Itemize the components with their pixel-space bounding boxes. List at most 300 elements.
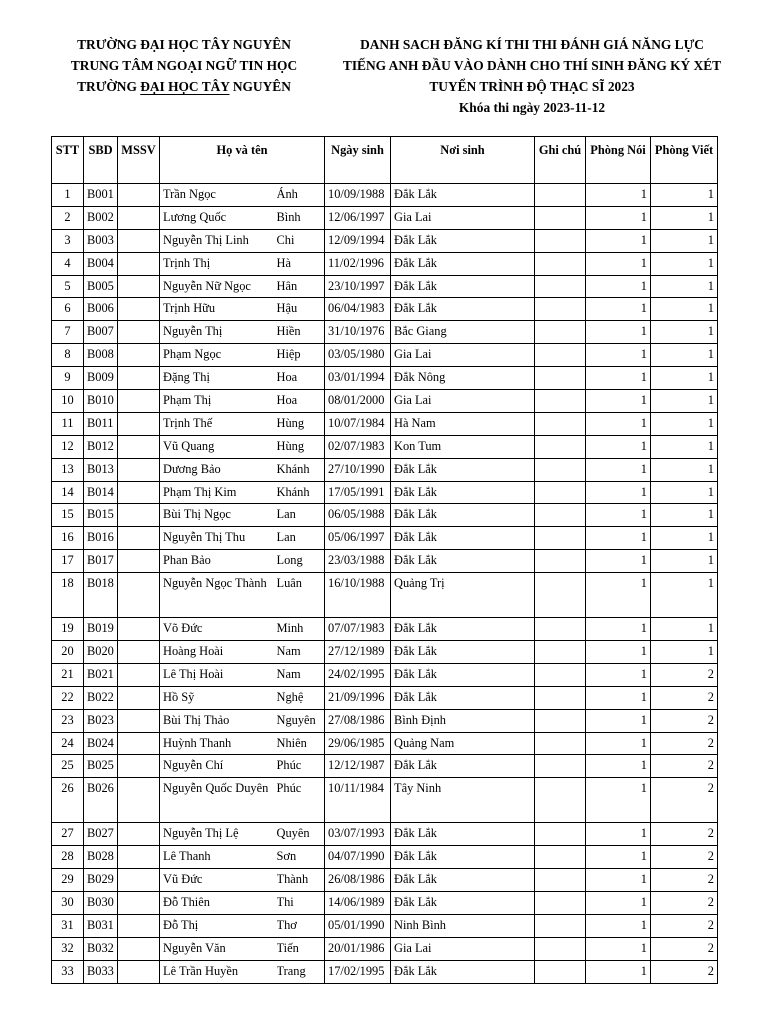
cell-given-name: Hùng bbox=[277, 412, 325, 435]
cell-surname: Đỗ Thiên bbox=[160, 892, 277, 915]
cell-stt: 20 bbox=[52, 641, 84, 664]
cell-sbd: B029 bbox=[84, 869, 118, 892]
cell-mssv bbox=[118, 344, 160, 367]
cell-dob: 26/08/1986 bbox=[325, 869, 391, 892]
cell-note bbox=[535, 618, 586, 641]
cell-writing-room: 1 bbox=[651, 412, 718, 435]
cell-surname: Lê Thanh bbox=[160, 846, 277, 869]
cell-note bbox=[535, 412, 586, 435]
cell-dob: 03/07/1993 bbox=[325, 823, 391, 846]
cell-sbd: B021 bbox=[84, 663, 118, 686]
cell-given-name: Nam bbox=[277, 663, 325, 686]
cell-stt: 27 bbox=[52, 823, 84, 846]
cell-stt: 23 bbox=[52, 709, 84, 732]
cell-given-name: Lan bbox=[277, 504, 325, 527]
cell-speaking-room: 1 bbox=[586, 755, 651, 778]
table-row bbox=[52, 435, 718, 458]
table-row bbox=[52, 869, 718, 892]
cell-birthplace: Gia Lai bbox=[391, 206, 535, 229]
cell-sbd: B030 bbox=[84, 892, 118, 915]
cell-speaking-room: 1 bbox=[586, 344, 651, 367]
cell-speaking-room: 1 bbox=[586, 412, 651, 435]
cell-sbd: B032 bbox=[84, 937, 118, 960]
cell-note bbox=[535, 275, 586, 298]
cell-writing-room: 2 bbox=[651, 732, 718, 755]
cell-stt: 10 bbox=[52, 390, 84, 413]
cell-speaking-room: 1 bbox=[586, 892, 651, 915]
cell-sbd: B019 bbox=[84, 618, 118, 641]
cell-writing-room: 2 bbox=[651, 778, 718, 823]
cell-surname: Vũ Đức bbox=[160, 869, 277, 892]
table-body bbox=[52, 184, 718, 984]
cell-sbd: B003 bbox=[84, 229, 118, 252]
cell-sbd: B009 bbox=[84, 367, 118, 390]
cell-mssv bbox=[118, 458, 160, 481]
cell-surname: Bùi Thị Ngọc bbox=[160, 504, 277, 527]
title-line-3: TUYỂN TRÌNH ĐỘ THẠC SĨ 2023 bbox=[429, 79, 635, 94]
cell-speaking-room: 1 bbox=[586, 869, 651, 892]
cell-writing-room: 1 bbox=[651, 435, 718, 458]
cell-note bbox=[535, 527, 586, 550]
table-row bbox=[52, 663, 718, 686]
cell-note bbox=[535, 914, 586, 937]
table-row bbox=[52, 573, 718, 618]
cell-mssv bbox=[118, 435, 160, 458]
cell-speaking-room: 1 bbox=[586, 527, 651, 550]
cell-writing-room: 1 bbox=[651, 206, 718, 229]
cell-note bbox=[535, 252, 586, 275]
cell-dob: 05/06/1997 bbox=[325, 527, 391, 550]
cell-writing-room: 1 bbox=[651, 481, 718, 504]
cell-given-name: Hiệp bbox=[277, 344, 325, 367]
cell-note bbox=[535, 960, 586, 983]
cell-sbd: B023 bbox=[84, 709, 118, 732]
cell-sbd: B022 bbox=[84, 686, 118, 709]
cell-speaking-room: 1 bbox=[586, 206, 651, 229]
table-row bbox=[52, 686, 718, 709]
cell-given-name: Hoa bbox=[277, 367, 325, 390]
cell-mssv bbox=[118, 252, 160, 275]
cell-given-name: Sơn bbox=[277, 846, 325, 869]
cell-given-name: Hiền bbox=[277, 321, 325, 344]
cell-given-name: Chi bbox=[277, 229, 325, 252]
table-row bbox=[52, 412, 718, 435]
cell-note bbox=[535, 573, 586, 618]
cell-mssv bbox=[118, 367, 160, 390]
cell-sbd: B025 bbox=[84, 755, 118, 778]
table-row bbox=[52, 321, 718, 344]
cell-birthplace: Ninh Bình bbox=[391, 914, 535, 937]
table-row bbox=[52, 618, 718, 641]
cell-dob: 29/06/1985 bbox=[325, 732, 391, 755]
header-speaking-room: Phòng Nói bbox=[586, 137, 651, 184]
cell-birthplace: Gia Lai bbox=[391, 937, 535, 960]
cell-speaking-room: 1 bbox=[586, 321, 651, 344]
cell-surname: Lương Quốc bbox=[160, 206, 277, 229]
cell-surname: Phạm Thị Kim bbox=[160, 481, 277, 504]
cell-mssv bbox=[118, 504, 160, 527]
title-line-2: TIẾNG ANH ĐẦU VÀO DÀNH CHO THÍ SINH ĐĂNG KÝ XÉT bbox=[342, 58, 722, 73]
header-sbd: SBD bbox=[84, 137, 118, 184]
cell-sbd: B006 bbox=[84, 298, 118, 321]
cell-dob: 17/05/1991 bbox=[325, 481, 391, 504]
cell-writing-room: 2 bbox=[651, 686, 718, 709]
cell-stt: 15 bbox=[52, 504, 84, 527]
cell-mssv bbox=[118, 732, 160, 755]
table-row bbox=[52, 481, 718, 504]
cell-speaking-room: 1 bbox=[586, 435, 651, 458]
cell-given-name: Quyên bbox=[277, 823, 325, 846]
cell-sbd: B011 bbox=[84, 412, 118, 435]
cell-dob: 12/09/1994 bbox=[325, 229, 391, 252]
table-header-row bbox=[52, 137, 718, 184]
cell-birthplace: Gia Lai bbox=[391, 390, 535, 413]
cell-dob: 27/08/1986 bbox=[325, 709, 391, 732]
cell-birthplace: Đắk Lắk bbox=[391, 755, 535, 778]
cell-given-name: Hùng bbox=[277, 435, 325, 458]
cell-stt: 19 bbox=[52, 618, 84, 641]
cell-mssv bbox=[118, 914, 160, 937]
cell-sbd: B005 bbox=[84, 275, 118, 298]
cell-dob: 17/02/1995 bbox=[325, 960, 391, 983]
cell-speaking-room: 1 bbox=[586, 914, 651, 937]
cell-birthplace: Đắk Lắk bbox=[391, 527, 535, 550]
cell-note bbox=[535, 206, 586, 229]
cell-given-name: Thơ bbox=[277, 914, 325, 937]
table-row bbox=[52, 184, 718, 207]
header-full-name: Họ và tên bbox=[160, 137, 325, 184]
cell-mssv bbox=[118, 298, 160, 321]
cell-surname: Nguyễn Thị bbox=[160, 321, 277, 344]
table-row bbox=[52, 206, 718, 229]
cell-note bbox=[535, 435, 586, 458]
institution-block bbox=[50, 34, 318, 97]
cell-writing-room: 1 bbox=[651, 527, 718, 550]
cell-sbd: B028 bbox=[84, 846, 118, 869]
table-row bbox=[52, 527, 718, 550]
cell-sbd: B007 bbox=[84, 321, 118, 344]
cell-mssv bbox=[118, 663, 160, 686]
cell-surname: Vũ Quang bbox=[160, 435, 277, 458]
cell-speaking-room: 1 bbox=[586, 732, 651, 755]
cell-mssv bbox=[118, 184, 160, 207]
cell-stt: 24 bbox=[52, 732, 84, 755]
cell-given-name: Phúc bbox=[277, 778, 325, 823]
cell-surname: Huỳnh Thanh bbox=[160, 732, 277, 755]
table-row bbox=[52, 252, 718, 275]
cell-sbd: B015 bbox=[84, 504, 118, 527]
cell-birthplace: Đắk Lắk bbox=[391, 960, 535, 983]
cell-sbd: B014 bbox=[84, 481, 118, 504]
cell-stt: 30 bbox=[52, 892, 84, 915]
cell-dob: 07/07/1983 bbox=[325, 618, 391, 641]
title-line-1: DANH SACH ĐĂNG KÍ THI THI ĐÁNH GIÁ NĂNG LỰC bbox=[360, 37, 704, 52]
cell-note bbox=[535, 663, 586, 686]
cell-mssv bbox=[118, 686, 160, 709]
cell-given-name: Khánh bbox=[277, 481, 325, 504]
cell-note bbox=[535, 686, 586, 709]
cell-dob: 16/10/1988 bbox=[325, 573, 391, 618]
cell-dob: 20/01/1986 bbox=[325, 937, 391, 960]
cell-given-name: Hoa bbox=[277, 390, 325, 413]
cell-writing-room: 2 bbox=[651, 663, 718, 686]
cell-birthplace: Đắk Lắk bbox=[391, 869, 535, 892]
cell-writing-room: 2 bbox=[651, 823, 718, 846]
cell-surname: Nguyễn Thị Thu bbox=[160, 527, 277, 550]
cell-writing-room: 1 bbox=[651, 229, 718, 252]
cell-mssv bbox=[118, 412, 160, 435]
cell-surname: Nguyễn Quốc Duyên bbox=[160, 778, 277, 823]
table-row bbox=[52, 732, 718, 755]
cell-mssv bbox=[118, 481, 160, 504]
exam-date: Khóa thi ngày 2023-11-12 bbox=[458, 100, 606, 115]
cell-dob: 06/05/1988 bbox=[325, 504, 391, 527]
table-row bbox=[52, 458, 718, 481]
underlined-text: ĐẠI HỌC TÂY bbox=[140, 79, 230, 94]
cell-sbd: B027 bbox=[84, 823, 118, 846]
table-row bbox=[52, 778, 718, 823]
cell-birthplace: Bình Định bbox=[391, 709, 535, 732]
cell-speaking-room: 1 bbox=[586, 252, 651, 275]
cell-mssv bbox=[118, 937, 160, 960]
cell-sbd: B020 bbox=[84, 641, 118, 664]
cell-sbd: B001 bbox=[84, 184, 118, 207]
cell-surname: Trần Ngọc bbox=[160, 184, 277, 207]
cell-dob: 10/11/1984 bbox=[325, 778, 391, 823]
cell-note bbox=[535, 550, 586, 573]
cell-given-name: Minh bbox=[277, 618, 325, 641]
cell-dob: 14/06/1989 bbox=[325, 892, 391, 915]
cell-note bbox=[535, 298, 586, 321]
cell-birthplace: Đắk Lắk bbox=[391, 823, 535, 846]
cell-birthplace: Đắk Lắk bbox=[391, 481, 535, 504]
table-row bbox=[52, 892, 718, 915]
cell-dob: 03/05/1980 bbox=[325, 344, 391, 367]
cell-stt: 4 bbox=[52, 252, 84, 275]
cell-writing-room: 2 bbox=[651, 960, 718, 983]
table-row bbox=[52, 390, 718, 413]
cell-note bbox=[535, 481, 586, 504]
cell-stt: 1 bbox=[52, 184, 84, 207]
cell-mssv bbox=[118, 641, 160, 664]
cell-given-name: Nghệ bbox=[277, 686, 325, 709]
cell-given-name: Khánh bbox=[277, 458, 325, 481]
cell-given-name: Trang bbox=[277, 960, 325, 983]
cell-speaking-room: 1 bbox=[586, 298, 651, 321]
cell-given-name: Luân bbox=[277, 573, 325, 618]
cell-note bbox=[535, 709, 586, 732]
cell-birthplace: Đắk Lắk bbox=[391, 550, 535, 573]
cell-stt: 26 bbox=[52, 778, 84, 823]
cell-dob: 03/01/1994 bbox=[325, 367, 391, 390]
cell-mssv bbox=[118, 892, 160, 915]
cell-dob: 10/07/1984 bbox=[325, 412, 391, 435]
cell-dob: 27/12/1989 bbox=[325, 641, 391, 664]
cell-stt: 28 bbox=[52, 846, 84, 869]
cell-birthplace: Quảng Trị bbox=[391, 573, 535, 618]
cell-speaking-room: 1 bbox=[586, 390, 651, 413]
cell-surname: Nguyễn Thị Linh bbox=[160, 229, 277, 252]
cell-surname: Phạm Thị bbox=[160, 390, 277, 413]
cell-note bbox=[535, 869, 586, 892]
cell-writing-room: 1 bbox=[651, 298, 718, 321]
cell-note bbox=[535, 458, 586, 481]
cell-sbd: B008 bbox=[84, 344, 118, 367]
cell-birthplace: Đắk Lắk bbox=[391, 184, 535, 207]
table-row bbox=[52, 275, 718, 298]
cell-given-name: Thi bbox=[277, 892, 325, 915]
cell-surname: Nguyễn Thị Lệ bbox=[160, 823, 277, 846]
cell-given-name: Nam bbox=[277, 641, 325, 664]
cell-sbd: B017 bbox=[84, 550, 118, 573]
cell-writing-room: 2 bbox=[651, 892, 718, 915]
cell-surname: Nguyễn Ngọc Thành bbox=[160, 573, 277, 618]
cell-speaking-room: 1 bbox=[586, 663, 651, 686]
cell-birthplace: Đắk Lắk bbox=[391, 275, 535, 298]
cell-birthplace: Đắk Lắk bbox=[391, 298, 535, 321]
cell-writing-room: 1 bbox=[651, 504, 718, 527]
cell-speaking-room: 1 bbox=[586, 846, 651, 869]
cell-stt: 9 bbox=[52, 367, 84, 390]
table-row bbox=[52, 823, 718, 846]
cell-writing-room: 1 bbox=[651, 367, 718, 390]
cell-sbd: B013 bbox=[84, 458, 118, 481]
cell-sbd: B026 bbox=[84, 778, 118, 823]
cell-sbd: B016 bbox=[84, 527, 118, 550]
cell-mssv bbox=[118, 550, 160, 573]
cell-birthplace: Đắk Lắk bbox=[391, 504, 535, 527]
cell-speaking-room: 1 bbox=[586, 686, 651, 709]
cell-speaking-room: 1 bbox=[586, 184, 651, 207]
cell-dob: 08/01/2000 bbox=[325, 390, 391, 413]
cell-speaking-room: 1 bbox=[586, 618, 651, 641]
cell-mssv bbox=[118, 778, 160, 823]
cell-birthplace: Đắk Lắk bbox=[391, 618, 535, 641]
cell-speaking-room: 1 bbox=[586, 275, 651, 298]
cell-note bbox=[535, 229, 586, 252]
cell-note bbox=[535, 937, 586, 960]
cell-note bbox=[535, 823, 586, 846]
cell-surname: Võ Đức bbox=[160, 618, 277, 641]
cell-birthplace: Đắk Lắk bbox=[391, 846, 535, 869]
cell-birthplace: Đắk Lắk bbox=[391, 229, 535, 252]
cell-writing-room: 2 bbox=[651, 869, 718, 892]
cell-note bbox=[535, 892, 586, 915]
cell-writing-room: 2 bbox=[651, 709, 718, 732]
cell-note bbox=[535, 755, 586, 778]
cell-note bbox=[535, 778, 586, 823]
cell-mssv bbox=[118, 618, 160, 641]
candidate-table bbox=[51, 136, 718, 984]
cell-sbd: B024 bbox=[84, 732, 118, 755]
cell-speaking-room: 1 bbox=[586, 641, 651, 664]
cell-sbd: B002 bbox=[84, 206, 118, 229]
cell-stt: 17 bbox=[52, 550, 84, 573]
header-writing-room: Phòng Viết bbox=[651, 137, 718, 184]
cell-stt: 32 bbox=[52, 937, 84, 960]
cell-dob: 02/07/1983 bbox=[325, 435, 391, 458]
cell-writing-room: 2 bbox=[651, 755, 718, 778]
header-birthplace: Nơi sinh bbox=[391, 137, 535, 184]
cell-birthplace: Đắk Nông bbox=[391, 367, 535, 390]
cell-given-name: Phúc bbox=[277, 755, 325, 778]
cell-speaking-room: 1 bbox=[586, 229, 651, 252]
cell-stt: 5 bbox=[52, 275, 84, 298]
cell-surname: Đỗ Thị bbox=[160, 914, 277, 937]
cell-note bbox=[535, 344, 586, 367]
document-title-block bbox=[326, 34, 738, 118]
table-row bbox=[52, 914, 718, 937]
cell-surname: Nguyễn Nữ Ngọc bbox=[160, 275, 277, 298]
university-name: TRƯỜNG ĐẠI HỌC TÂY NGUYÊN bbox=[77, 37, 291, 52]
cell-given-name: Tiến bbox=[277, 937, 325, 960]
cell-dob: 27/10/1990 bbox=[325, 458, 391, 481]
cell-mssv bbox=[118, 321, 160, 344]
cell-sbd: B031 bbox=[84, 914, 118, 937]
cell-note bbox=[535, 184, 586, 207]
cell-stt: 25 bbox=[52, 755, 84, 778]
cell-given-name: Hậu bbox=[277, 298, 325, 321]
cell-writing-room: 1 bbox=[651, 275, 718, 298]
cell-sbd: B012 bbox=[84, 435, 118, 458]
cell-dob: 06/04/1983 bbox=[325, 298, 391, 321]
cell-birthplace: Kon Tum bbox=[391, 435, 535, 458]
cell-note bbox=[535, 641, 586, 664]
cell-writing-room: 1 bbox=[651, 184, 718, 207]
cell-mssv bbox=[118, 390, 160, 413]
cell-speaking-room: 1 bbox=[586, 709, 651, 732]
cell-note bbox=[535, 390, 586, 413]
cell-surname: Phạm Ngọc bbox=[160, 344, 277, 367]
cell-surname: Trịnh Hữu bbox=[160, 298, 277, 321]
cell-speaking-room: 1 bbox=[586, 458, 651, 481]
cell-mssv bbox=[118, 755, 160, 778]
cell-writing-room: 1 bbox=[651, 321, 718, 344]
cell-mssv bbox=[118, 206, 160, 229]
cell-mssv bbox=[118, 229, 160, 252]
cell-stt: 2 bbox=[52, 206, 84, 229]
cell-sbd: B004 bbox=[84, 252, 118, 275]
university-name-2: TRƯỜNG ĐẠI HỌC TÂY NGUYÊN bbox=[77, 79, 291, 94]
table-row bbox=[52, 755, 718, 778]
cell-birthplace: Hà Nam bbox=[391, 412, 535, 435]
table-row bbox=[52, 504, 718, 527]
cell-surname: Hồ Sỹ bbox=[160, 686, 277, 709]
cell-mssv bbox=[118, 960, 160, 983]
cell-birthplace: Gia Lai bbox=[391, 344, 535, 367]
cell-mssv bbox=[118, 573, 160, 618]
cell-stt: 12 bbox=[52, 435, 84, 458]
cell-stt: 6 bbox=[52, 298, 84, 321]
cell-mssv bbox=[118, 846, 160, 869]
cell-writing-room: 1 bbox=[651, 550, 718, 573]
cell-stt: 3 bbox=[52, 229, 84, 252]
cell-stt: 16 bbox=[52, 527, 84, 550]
cell-note bbox=[535, 504, 586, 527]
cell-given-name: Hân bbox=[277, 275, 325, 298]
table-row bbox=[52, 846, 718, 869]
cell-surname: Trịnh Thế bbox=[160, 412, 277, 435]
cell-birthplace: Đắk Lắk bbox=[391, 641, 535, 664]
header-dob: Ngày sinh bbox=[325, 137, 391, 184]
cell-surname: Nguyễn Văn bbox=[160, 937, 277, 960]
cell-note bbox=[535, 732, 586, 755]
cell-stt: 13 bbox=[52, 458, 84, 481]
cell-sbd: B010 bbox=[84, 390, 118, 413]
cell-birthplace: Đắk Lắk bbox=[391, 252, 535, 275]
table-row bbox=[52, 229, 718, 252]
table-row bbox=[52, 344, 718, 367]
